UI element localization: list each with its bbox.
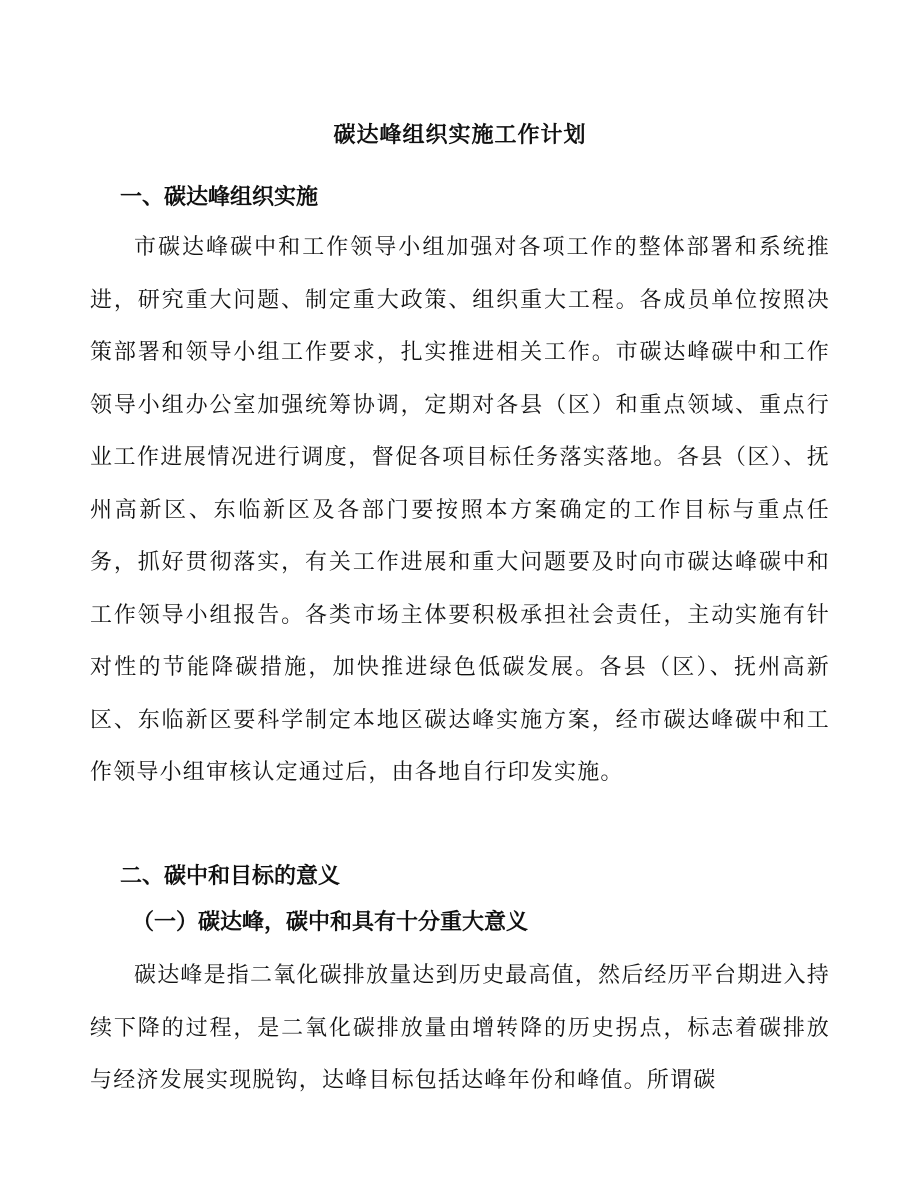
section-heading-2: 二、碳中和目标的意义 <box>120 864 341 889</box>
section-2-subheading: （一）碳达峰，碳中和具有十分重大意义 <box>132 909 529 935</box>
section-2-paragraph: 碳达峰是指二氧化碳排放量达到历史最高值，然后经历平台期进入持续下降的过程，是二氧化碳排放量由增转降的历史拐点，标志着碳排放与经济发展实现脱钩，达峰目标包括达峰年份和峰值。所谓碳 <box>90 963 831 1093</box>
section-heading-1: 一、碳达峰组织实施 <box>120 185 319 210</box>
document-title: 碳达峰组织实施工作计划 <box>333 123 587 148</box>
section-1-paragraph: 市碳达峰碳中和工作领导小组加强对各项工作的整体部署和系统推进，研究重大问题、制定重大政策、组织重大工程。各成员单位按照决策部署和领导小组工作要求，扎实推进相关工作。市碳达峰碳中和工作领导小组办公室加强统筹协调，定期对各县（区）和重点领域、重点行业工作进展情况进行调度，督促各项目标任务落实落地。各县（区）、抚州高新区、东临新区及各部门要按照本方案确定的工作目标与重点任务，抓好贯彻落实，有关工作进展和重大问题要及时向市碳达峰碳中和工作领导小组报告。各类市场主体要积极承担社会责任，主动实施有针对性的节能降碳措施，加快推进绿色低碳发展。各县（区）、抚州高新区、东临新区要科学制定本地区碳达峰实施方案，经市碳达峰碳中和工作领导小组审核认定通过后，由各地自行印发实施。 <box>90 235 830 785</box>
